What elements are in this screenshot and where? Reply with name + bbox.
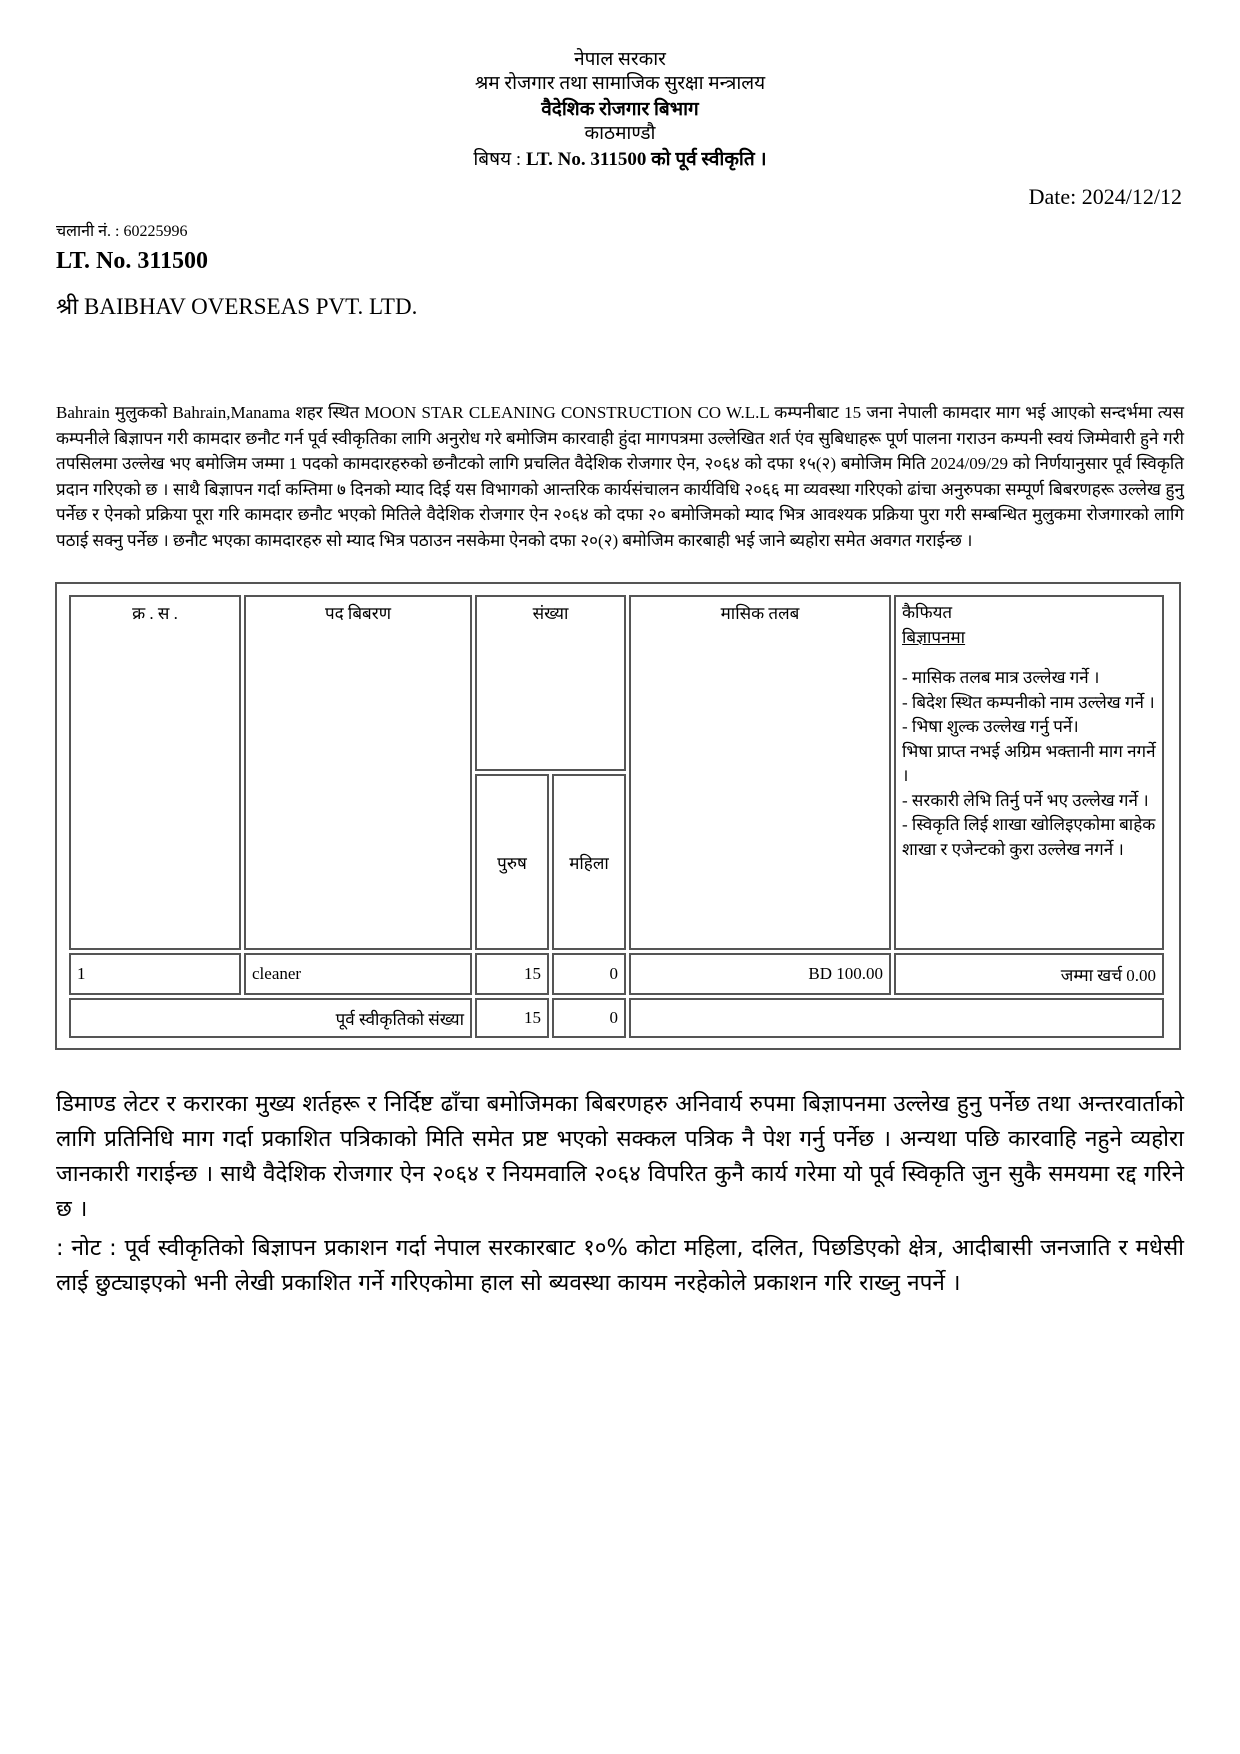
total-female: 0 [552, 998, 626, 1038]
header-remarks: कैफियत [902, 603, 953, 622]
remarks-line: - मासिक तलब मात्र उल्लेख गर्ने । [902, 668, 1100, 687]
header-female: महिला [552, 774, 626, 950]
footer-paragraph: डिमाण्ड लेटर र करारका मुख्य शर्तहरू र निर्दिष्ट ढाँचा बमोजिमका बिबरणहरु अनिवार्य रुपमा बिज्ञापनमा उल्लेख हुनु पर्नेछ तथा अन्तरवार्ताको लागि प्रतिनिधि माग गर्दा प्रकाशित पत्रिकाको मिति समेत प्रष्ट भएको सक्कल पत्रिक नै पेश गर्नु पर्नेछ । अन्यथा पछि कारवाहि नहुने व्यहोरा जानकारी गराईन्छ । साथै वैदेशिक रोजगार ऐन २०६४ र नियमवालि २०६४ विपरित कुनै कार्य गरेमा यो पूर्व स्विकृति जुन सुकै समयमा रद्द गरिने छ । [56, 1091, 1184, 1222]
govt-name: नेपाल सरकार [574, 49, 666, 70]
total-empty [629, 998, 1164, 1038]
row-serial: 1 [69, 953, 241, 995]
subject-line [0, 148, 1240, 172]
dispatch-number: चलानी नं. : 60225996 [56, 223, 188, 240]
lt-number: LT. No. 311500 [56, 248, 209, 274]
letter-date: Date: 2024/12/12 [1028, 184, 1182, 209]
header-male: पुरुष [475, 774, 549, 950]
remarks-line: - भिषा शुल्क उल्लेख गर्नु पर्ने। [902, 717, 1079, 736]
header-salary: मासिक तलब [629, 595, 891, 950]
remarks-line: - स्विकृति लिई शाखा खोलिइएकोमा बाहेक शाखा र एजेन्टको कुरा उल्लेख नगर्ने । [902, 815, 1156, 859]
header-position: पद बिबरण [244, 595, 472, 950]
ministry-name: श्रम रोजगार तथा सामाजिक सुरक्षा मन्त्रालय [474, 73, 766, 94]
row-salary: BD 100.00 [629, 953, 891, 995]
header-count: संख्या [475, 595, 626, 771]
location: काठमाण्डौ [584, 123, 656, 144]
total-row [69, 998, 1164, 1038]
department-name: वैदेशिक रोजगार बिभाग [541, 99, 699, 120]
header-remarks-cell [894, 595, 1164, 950]
row-female: 0 [552, 953, 626, 995]
row-male: 15 [475, 953, 549, 995]
row-remarks: जम्मा खर्च 0.00 [894, 953, 1164, 995]
remarks-line: भिषा प्राप्त नभई अग्रिम भक्तानी माग नगर्ने । [902, 741, 1156, 785]
remarks-title: बिज्ञापनमा [902, 627, 966, 647]
approval-table-frame [55, 582, 1181, 1050]
remarks-line: - सरकारी लेभि तिर्नु पर्ने भए उल्लेख गर्ने । [902, 790, 1149, 810]
total-label: पूर्व स्वीकृतिको संख्या [69, 998, 472, 1038]
total-male: 15 [475, 998, 549, 1038]
footer-notes [56, 1087, 1184, 1305]
subject-text: LT. No. 311500 को पूर्व स्वीकृति । [525, 149, 767, 170]
header-serial: क्र . स . [69, 595, 241, 950]
footer-note: : नोट : पूर्व स्वीकृतिको बिज्ञापन प्रकाशन गर्दा नेपाल सरकारबाट १०% कोटा महिला, दलित, पिछडिएको क्षेत्र, आदीबासी जनजाति र मधेसी लाई छुट्याइएको भनी लेखी प्रकाशित गर्ने गरिएकोमा हाल सो ब्यवस्था कायम नरहेकोले प्रकाशन गरि राख्नु नपर्ने । [56, 1235, 1184, 1296]
subject-prefix: बिषय : [473, 149, 526, 170]
recipient: श्री BAIBHAV OVERSEAS PVT. LTD. [56, 294, 418, 319]
row-position: cleaner [244, 953, 472, 995]
intro-paragraph: Bahrain मुलुकको Bahrain,Manama शहर स्थित MOON STAR CLEANING CONSTRUCTION CO W.L.L कम्पनीबाट 15 जना नेपाली कामदार माग भई आएको सन्दर्भमा त्यस कम्पनीले बिज्ञापन गरी कामदार छनौट गर्न पूर्व स्वीकृतिका लागि अनुरोध गरे बमोजिम कारवाही हुंदा मागपत्रमा उल्लेखित शर्त एंव सुबिधाहरू पूर्ण पालना गराउन कम्पनी स्वयं जिम्मेवारी हुने गरी तपसिलमा उल्लेख भए बमोजिम जम्मा 1 पदको कामदारहरुको छनौटको लागि प्रचलित वैदेशिक रोजगार ऐन, २०६४ को दफा १५(२) बमोजिम मिति 2024/09/29 को निर्णयानुसार पूर्व स्विकृति प्रदान गरिएको छ । साथै बिज्ञापन गर्दा कम्तिमा ७ दिनको म्याद दिई यस विभागको आन्तरिक कार्यसंचालन कार्यविधि २०६६ मा व्यवस्था गरिएको ढांचा अनुरुपका सम्पूर्ण बिबरणहरू उल्लेख हुनु पर्नेछ र ऐनको प्रक्रिया पूरा गरि कामदार छनौट भएको मितिले वैदेशिक रोजगार ऐन २०६४ को दफा २० बमोजिमको म्याद भित्र आवश्यक प्रक्रिया पुरा गरी सम्बन्धित मुलुकमा रोजगारको लागि पठाई सक्नु पर्नेछ । छनौट भएका कामदारहरु सो म्याद भित्र पठाउन नसकेमा ऐनको दफा २०(२) बमोजिम कारबाही भई जाने ब्यहोरा समेत अवगत गराईन्छ । [56, 403, 1184, 550]
remarks-line: - बिदेश स्थित कम्पनीको नाम उल्लेख गर्ने । [902, 692, 1155, 712]
approval-table [66, 592, 1167, 1041]
table-row [69, 953, 1164, 995]
